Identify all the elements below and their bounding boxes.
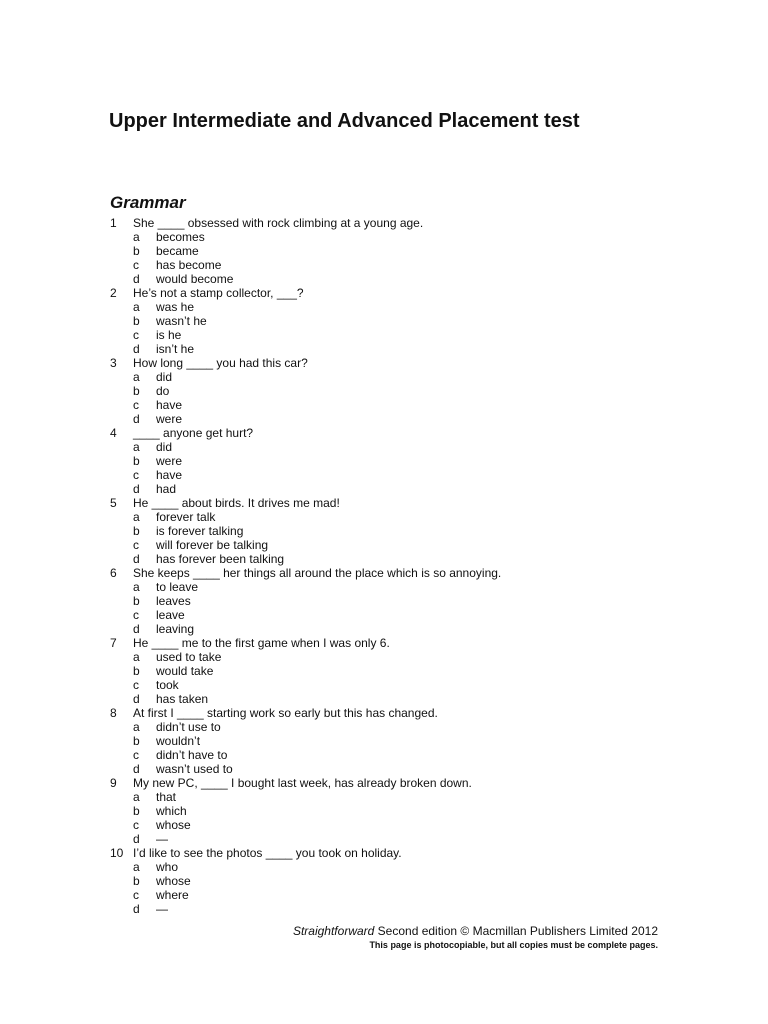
option-letter: d — [133, 832, 140, 846]
option-letter: a — [133, 230, 140, 244]
question-text: He ____ about birds. It drives me mad! — [133, 496, 340, 510]
option — [110, 524, 710, 538]
option-text: wasn’t used to — [156, 762, 233, 776]
question-line — [110, 636, 710, 650]
option-text: would become — [156, 272, 234, 286]
option — [110, 328, 710, 342]
question-number: 10 — [110, 846, 124, 860]
option — [110, 594, 710, 608]
option-text: didn’t have to — [156, 748, 228, 762]
option-letter: c — [133, 538, 139, 552]
question-line — [110, 706, 710, 720]
question-number: 6 — [110, 566, 117, 580]
option-text: is he — [156, 328, 182, 342]
edition-text: Second edition © Macmillan Publishers Limited 2012 — [374, 924, 658, 938]
option-letter: c — [133, 398, 139, 412]
option-letter: c — [133, 748, 139, 762]
question-text: I’d like to see the photos ____ you took on holiday. — [133, 846, 402, 860]
question-number: 7 — [110, 636, 117, 650]
option-text: did — [156, 370, 173, 384]
question-number: 2 — [110, 286, 117, 300]
question-number: 1 — [110, 216, 117, 230]
question-line — [110, 846, 710, 860]
option — [110, 790, 710, 804]
option-text: was he — [156, 300, 195, 314]
option-text: which — [156, 804, 187, 818]
option-letter: c — [133, 888, 139, 902]
option-letter: c — [133, 608, 139, 622]
book-title: Straightforward — [292, 924, 375, 938]
option-text: did — [156, 440, 173, 454]
option-text: — — [156, 902, 168, 916]
option-letter: a — [133, 370, 140, 384]
option — [110, 650, 710, 664]
option-text: has forever been talking — [156, 552, 285, 566]
option — [110, 664, 710, 678]
question-line — [110, 776, 710, 790]
option-text: that — [156, 790, 177, 804]
question-number: 5 — [110, 496, 117, 510]
question — [110, 636, 710, 706]
option-text: to leave — [156, 580, 199, 594]
option-letter: c — [133, 818, 139, 832]
option — [110, 454, 710, 468]
question — [110, 776, 710, 846]
option-text: have — [156, 468, 183, 482]
option-text: had — [156, 482, 177, 496]
option-letter: c — [133, 328, 139, 342]
option — [110, 804, 710, 818]
option-letter: a — [133, 860, 140, 874]
option-letter: b — [133, 384, 140, 398]
option-text: leaves — [156, 594, 191, 608]
question-text: He’s not a stamp collector, ___? — [133, 286, 304, 300]
option-letter: d — [133, 692, 140, 706]
option-letter: d — [133, 762, 140, 776]
option — [110, 622, 710, 636]
option-text: isn’t he — [156, 342, 195, 356]
option-letter: a — [133, 440, 140, 454]
option-text: didn’t use to — [156, 720, 221, 734]
page-title: Upper Intermediate and Advanced Placement test — [109, 110, 580, 132]
option — [110, 370, 710, 384]
option — [110, 412, 710, 426]
option-letter: d — [133, 272, 140, 286]
option-letter: c — [133, 678, 139, 692]
option — [110, 342, 710, 356]
question-number: 4 — [110, 426, 117, 440]
option-letter: b — [133, 524, 140, 538]
option-text: leave — [156, 608, 185, 622]
option — [110, 398, 710, 412]
option — [110, 314, 710, 328]
option — [110, 510, 710, 524]
option-letter: a — [133, 790, 140, 804]
option-text: became — [156, 244, 199, 258]
option-letter: d — [133, 412, 140, 426]
option — [110, 552, 710, 566]
option-text: whose — [156, 874, 191, 888]
option-text: is forever talking — [156, 524, 244, 538]
option — [110, 678, 710, 692]
option-text: will forever be talking — [156, 538, 269, 552]
option — [110, 748, 710, 762]
option-letter: b — [133, 594, 140, 608]
question-number: 3 — [110, 356, 117, 370]
question — [110, 706, 710, 776]
option-letter: c — [133, 468, 139, 482]
option-letter: a — [133, 580, 140, 594]
option — [110, 482, 710, 496]
option-text: has taken — [156, 692, 209, 706]
question — [110, 426, 710, 496]
question — [110, 496, 710, 566]
option-letter: b — [133, 244, 140, 258]
option-text: used to take — [156, 650, 222, 664]
option-letter: d — [133, 552, 140, 566]
option-text: whose — [156, 818, 191, 832]
question-line — [110, 286, 710, 300]
option-letter: c — [133, 258, 139, 272]
option — [110, 762, 710, 776]
option-text: who — [156, 860, 179, 874]
question — [110, 846, 710, 916]
option-letter: b — [133, 664, 140, 678]
option-letter: d — [133, 902, 140, 916]
option — [110, 468, 710, 482]
question-line — [110, 566, 710, 580]
option — [110, 902, 710, 916]
option — [110, 258, 710, 272]
option-text: becomes — [156, 230, 205, 244]
option — [110, 580, 710, 594]
option-letter: a — [133, 650, 140, 664]
question — [110, 216, 710, 286]
option — [110, 734, 710, 748]
question-line — [110, 356, 710, 370]
question-text: My new PC, ____ I bought last week, has already broken down. — [133, 776, 472, 790]
option — [110, 538, 710, 552]
option-letter: a — [133, 720, 140, 734]
option-text: — — [156, 832, 168, 846]
question-number: 9 — [110, 776, 117, 790]
question-text: He ____ me to the first game when I was only 6. — [133, 636, 390, 650]
section-heading: Grammar — [110, 193, 186, 212]
question-line — [110, 216, 710, 230]
option — [110, 888, 710, 902]
question-text: How long ____ you had this car? — [133, 356, 308, 370]
option — [110, 832, 710, 846]
question-text: ____ anyone get hurt? — [133, 426, 254, 440]
option — [110, 874, 710, 888]
option-text: leaving — [156, 622, 195, 636]
question-number: 8 — [110, 706, 117, 720]
photocopy-note: This page is photocopiable, but all copies must be complete pages. — [369, 940, 658, 950]
option-letter: a — [133, 510, 140, 524]
option-letter: a — [133, 300, 140, 314]
question — [110, 286, 710, 356]
question — [110, 566, 710, 636]
option — [110, 608, 710, 622]
option — [110, 818, 710, 832]
option-letter: b — [133, 314, 140, 328]
option-letter: d — [133, 342, 140, 356]
option — [110, 692, 710, 706]
option-text: where — [156, 888, 189, 902]
option-text: has become — [156, 258, 222, 272]
question-line — [110, 426, 710, 440]
option — [110, 384, 710, 398]
option-letter: d — [133, 622, 140, 636]
option-text: were — [156, 454, 183, 468]
option — [110, 244, 710, 258]
question-list — [110, 216, 710, 916]
option — [110, 230, 710, 244]
option-letter: b — [133, 454, 140, 468]
option-text: wasn’t he — [156, 314, 207, 328]
option-text: wouldn’t — [156, 734, 201, 748]
option-letter: b — [133, 874, 140, 888]
option-letter: b — [133, 734, 140, 748]
option-text: were — [156, 412, 183, 426]
option-letter: b — [133, 804, 140, 818]
question-text: She keeps ____ her things all around the place which is so annoying. — [133, 566, 502, 580]
option — [110, 300, 710, 314]
option-text: have — [156, 398, 183, 412]
question-text: She ____ obsessed with rock climbing at a young age. — [133, 216, 424, 230]
question — [110, 356, 710, 426]
option-text: forever talk — [156, 510, 216, 524]
option-text: would take — [156, 664, 214, 678]
question-text: At first I ____ starting work so early but this has changed. — [133, 706, 438, 720]
option-text: do — [156, 384, 170, 398]
option — [110, 860, 710, 874]
option — [110, 440, 710, 454]
option — [110, 720, 710, 734]
question-line — [110, 496, 710, 510]
option-letter: d — [133, 482, 140, 496]
option — [110, 272, 710, 286]
option-text: took — [156, 678, 179, 692]
copyright-line — [293, 924, 658, 938]
